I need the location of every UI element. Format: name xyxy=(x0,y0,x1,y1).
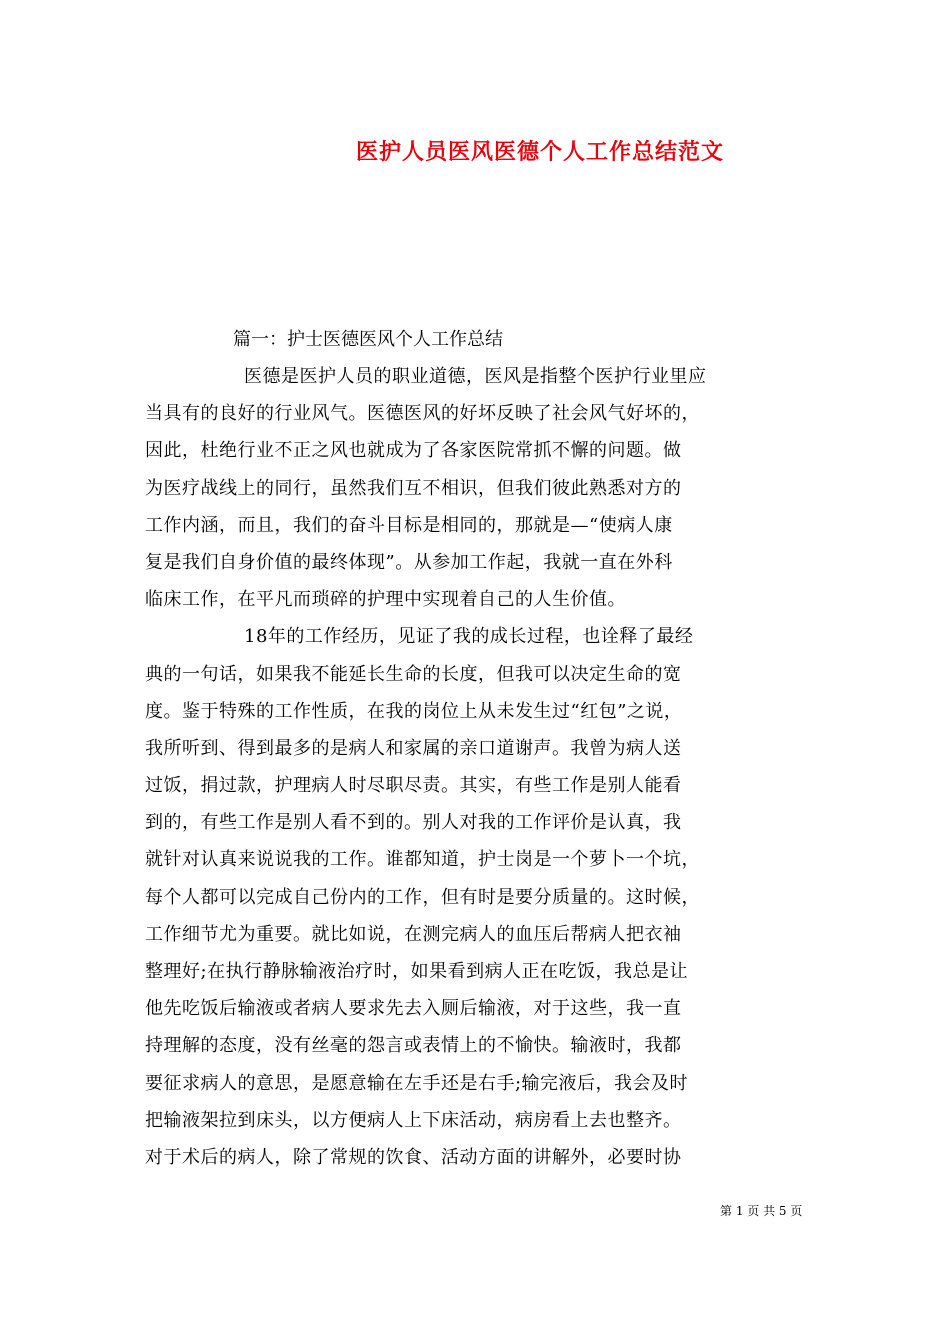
body-line: 整理好;在执行静脉输液治疗时，如果看到病人正在吃饭，我总是让 xyxy=(145,961,689,982)
body-line: 我所听到、得到最多的是病人和家属的亲口道谢声。我曾为病人送 xyxy=(145,737,682,759)
document-title xyxy=(0,132,950,172)
body-line: 工作内涵，而且，我们的奋斗目标是相同的，那就是—“使病人康 xyxy=(145,514,673,536)
body-line: 到的，有些工作是别人看不到的。别人对我的工作评价是认真，我 xyxy=(145,812,682,834)
body-line: 工作细节尤为重要。就比如说，在测完病人的血压后帮病人把衣袖 xyxy=(145,923,682,945)
body-line: 过饭，捐过款，护理病人时尽职尽责。其实，有些工作是别人能看 xyxy=(145,775,682,797)
body-line: 18年的工作经历，见证了我的成长过程，也诠释了最经 xyxy=(244,626,694,648)
body-line: 持理解的态度，没有丝毫的怨言或表情上的不愉快。输液时，我都 xyxy=(145,1035,682,1057)
body-line: 他先吃饭后输液或者病人要求先去入厕后输液，对于这些，我一直 xyxy=(145,998,682,1020)
body-line: 要征求病人的意思，是愿意输在左手还是右手;输完液后，我会及时 xyxy=(145,1072,689,1094)
document-body xyxy=(145,358,815,1176)
body-line: 临床工作，在平凡而琐碎的护理中实现着自己的人生价值。 xyxy=(145,589,626,611)
document-title-text: 医护人员医风医德个人工作总结范文 xyxy=(355,139,724,165)
body-line: 就针对认真来说说我的工作。谁都知道，护士岗是一个萝卜一个坑， xyxy=(145,849,700,871)
page-number-footer: 第 1 页 共 5 页 xyxy=(720,1204,803,1218)
body-line: 为医疗战线上的同行，虽然我们互不相识，但我们彼此熟悉对方的 xyxy=(145,477,682,499)
body-line: 复是我们自身价值的最终体现”。从参加工作起，我就一直在外科 xyxy=(145,551,673,573)
body-line: 度。鉴于特殊的工作性质，在我的岗位上从未发生过“红包”之说， xyxy=(145,700,683,722)
body-line: 对于术后的病人，除了常规的饮食、活动方面的讲解外，必要时协 xyxy=(145,1146,682,1168)
section-heading: 篇一：护士医德医风个人工作总结 xyxy=(233,329,503,350)
body-line: 医德是医护人员的职业道德，医风是指整个医护行业里应 xyxy=(244,366,707,387)
body-line: 典的一句话，如果我不能延长生命的长度，但我可以决定生命的宽 xyxy=(145,663,682,685)
body-line: 因此，杜绝行业不正之风也就成为了各家医院常抓不懈的问题。做 xyxy=(145,440,682,462)
body-line: 把输液架拉到床头，以方便病人上下床活动，病房看上去也整齐。 xyxy=(145,1109,682,1131)
body-line: 每个人都可以完成自己份内的工作，但有时是要分质量的。这时候， xyxy=(145,886,700,908)
body-line: 当具有的良好的行业风气。医德医风的好坏反映了社会风气好坏的， xyxy=(145,403,700,425)
